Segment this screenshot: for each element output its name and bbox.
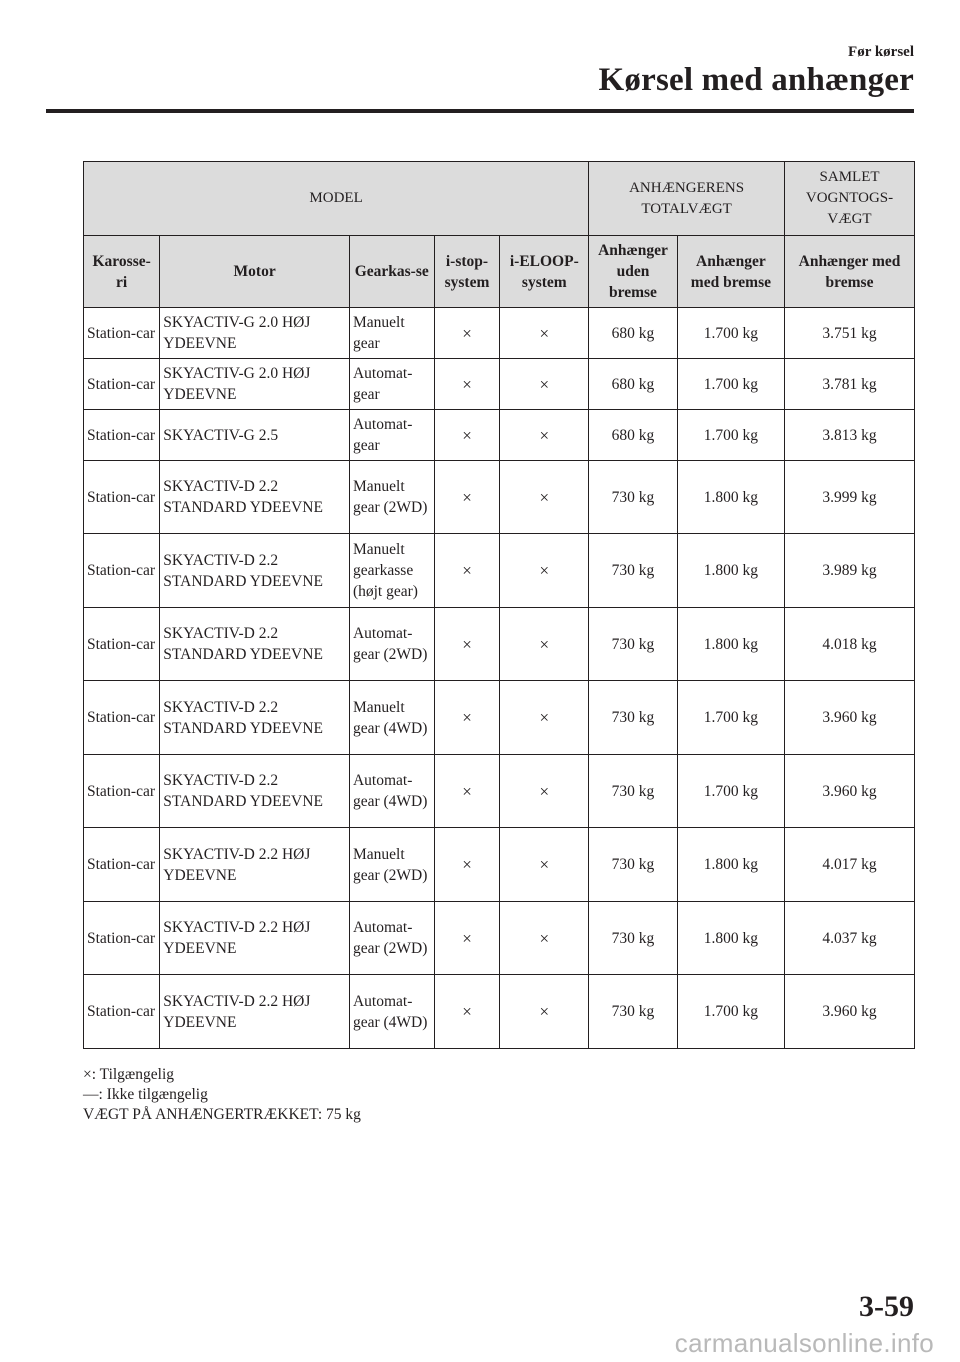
cell-ieloop: ×	[500, 755, 589, 828]
cell-unbraked: 730 kg	[589, 975, 678, 1049]
cell-combined: 3.999 kg	[785, 461, 915, 534]
cell-istop: ×	[434, 681, 500, 755]
cell-body: Station-car	[84, 902, 160, 975]
legend-available: ×: Tilgængelig	[83, 1066, 175, 1083]
col-gearbox: Gearkas-se	[349, 236, 434, 308]
cell-ieloop: ×	[500, 681, 589, 755]
cell-gearbox: Automat-gear (4WD)	[349, 975, 434, 1049]
cell-ieloop: ×	[500, 461, 589, 534]
col-engine: Motor	[160, 236, 350, 308]
cell-istop: ×	[434, 308, 500, 359]
group-header-row	[84, 162, 915, 236]
cell-istop: ×	[434, 902, 500, 975]
cell-ieloop: ×	[500, 359, 589, 410]
cell-gearbox: Automat-gear (2WD)	[349, 608, 434, 681]
page-number: 3-59	[859, 1290, 914, 1323]
cell-engine: SKYACTIV-G 2.0 HØJ YDEEVNE	[160, 308, 350, 359]
legend	[83, 1065, 361, 1125]
cell-istop: ×	[434, 359, 500, 410]
cell-ieloop: ×	[500, 608, 589, 681]
cell-body: Station-car	[84, 534, 160, 608]
combined-weight-header: SAMLET VOGNTOGS-VÆGT	[785, 162, 915, 236]
cell-engine: SKYACTIV-D 2.2 STANDARD YDEEVNE	[160, 755, 350, 828]
cell-body: Station-car	[84, 308, 160, 359]
cell-istop: ×	[434, 534, 500, 608]
cell-body: Station-car	[84, 828, 160, 902]
cell-gearbox: Manuelt gear (4WD)	[349, 681, 434, 755]
cell-ieloop: ×	[500, 902, 589, 975]
cell-gearbox: Manuelt gearkasse (højt gear)	[349, 534, 434, 608]
cell-istop: ×	[434, 975, 500, 1049]
col-braked: Anhænger med bremse	[677, 236, 784, 308]
cell-body: Station-car	[84, 359, 160, 410]
cell-istop: ×	[434, 461, 500, 534]
cell-braked: 1.700 kg	[677, 755, 784, 828]
cell-unbraked: 730 kg	[589, 681, 678, 755]
cell-gearbox: Automat-gear	[349, 359, 434, 410]
cell-gearbox: Automat-gear	[349, 410, 434, 461]
table-row	[84, 461, 915, 534]
cell-combined: 4.017 kg	[785, 828, 915, 902]
cell-combined: 3.960 kg	[785, 681, 915, 755]
table-row	[84, 975, 915, 1049]
cell-combined: 3.813 kg	[785, 410, 915, 461]
cell-body: Station-car	[84, 975, 160, 1049]
cell-combined: 3.960 kg	[785, 975, 915, 1049]
cell-braked: 1.800 kg	[677, 534, 784, 608]
cell-engine: SKYACTIV-D 2.2 HØJ YDEEVNE	[160, 828, 350, 902]
cell-gearbox: Manuelt gear (2WD)	[349, 461, 434, 534]
cell-combined: 4.037 kg	[785, 902, 915, 975]
cell-combined: 3.989 kg	[785, 534, 915, 608]
table-row	[84, 534, 915, 608]
cell-body: Station-car	[84, 410, 160, 461]
col-unbraked: Anhænger uden bremse	[589, 236, 678, 308]
cell-ieloop: ×	[500, 828, 589, 902]
col-ieloop: i-ELOOP-system	[500, 236, 589, 308]
cell-gearbox: Manuelt gear	[349, 308, 434, 359]
cell-unbraked: 680 kg	[589, 308, 678, 359]
cell-gearbox: Automat-gear (2WD)	[349, 902, 434, 975]
cell-engine: SKYACTIV-D 2.2 HØJ YDEEVNE	[160, 975, 350, 1049]
table-row	[84, 681, 915, 755]
cell-istop: ×	[434, 755, 500, 828]
cell-unbraked: 680 kg	[589, 410, 678, 461]
cell-engine: SKYACTIV-G 2.0 HØJ YDEEVNE	[160, 359, 350, 410]
section-label: Før kørsel	[848, 44, 914, 60]
cell-body: Station-car	[84, 755, 160, 828]
column-header-row	[84, 236, 915, 308]
cell-ieloop: ×	[500, 534, 589, 608]
cell-unbraked: 680 kg	[589, 359, 678, 410]
table-row	[84, 828, 915, 902]
cell-combined: 3.781 kg	[785, 359, 915, 410]
cell-istop: ×	[434, 828, 500, 902]
cell-combined: 4.018 kg	[785, 608, 915, 681]
cell-braked: 1.800 kg	[677, 608, 784, 681]
cell-unbraked: 730 kg	[589, 461, 678, 534]
cell-braked: 1.700 kg	[677, 410, 784, 461]
cell-ieloop: ×	[500, 410, 589, 461]
cell-gearbox: Manuelt gear (2WD)	[349, 828, 434, 902]
cell-combined: 3.751 kg	[785, 308, 915, 359]
cell-unbraked: 730 kg	[589, 608, 678, 681]
table-row	[84, 359, 915, 410]
cell-braked: 1.800 kg	[677, 828, 784, 902]
cell-engine: SKYACTIV-D 2.2 STANDARD YDEEVNE	[160, 608, 350, 681]
cell-ieloop: ×	[500, 975, 589, 1049]
cell-body: Station-car	[84, 608, 160, 681]
cell-braked: 1.800 kg	[677, 902, 784, 975]
cell-engine: SKYACTIV-D 2.2 STANDARD YDEEVNE	[160, 681, 350, 755]
cell-gearbox: Automat-gear (4WD)	[349, 755, 434, 828]
watermark: carmanualsonline.info	[674, 1328, 934, 1358]
table-row	[84, 755, 915, 828]
cell-body: Station-car	[84, 681, 160, 755]
col-body: Karosse-ri	[84, 236, 160, 308]
cell-unbraked: 730 kg	[589, 902, 678, 975]
cell-braked: 1.700 kg	[677, 308, 784, 359]
cell-unbraked: 730 kg	[589, 755, 678, 828]
table-row	[84, 308, 915, 359]
page-title: Kørsel med anhænger	[598, 62, 914, 98]
cell-body: Station-car	[84, 461, 160, 534]
col-combined-braked: Anhænger med bremse	[785, 236, 915, 308]
legend-unavailable: —: Ikke tilgængelig	[83, 1086, 208, 1103]
cell-ieloop: ×	[500, 308, 589, 359]
cell-unbraked: 730 kg	[589, 828, 678, 902]
col-istop: i-stop-system	[434, 236, 500, 308]
cell-combined: 3.960 kg	[785, 755, 915, 828]
cell-unbraked: 730 kg	[589, 534, 678, 608]
cell-braked: 1.800 kg	[677, 461, 784, 534]
table-row	[84, 608, 915, 681]
trailer-weight-header: ANHÆNGERENS TOTALVÆGT	[589, 162, 785, 236]
cell-braked: 1.700 kg	[677, 681, 784, 755]
cell-engine: SKYACTIV-D 2.2 STANDARD YDEEVNE	[160, 461, 350, 534]
legend-hitch-weight: VÆGT PÅ ANHÆNGERTRÆKKET: 75 kg	[83, 1106, 361, 1123]
model-header: MODEL	[84, 162, 589, 236]
table-row	[84, 902, 915, 975]
cell-braked: 1.700 kg	[677, 975, 784, 1049]
towing-spec-table	[83, 161, 915, 1049]
table-row	[84, 410, 915, 461]
cell-engine: SKYACTIV-G 2.5	[160, 410, 350, 461]
header-rule	[46, 109, 914, 113]
cell-istop: ×	[434, 608, 500, 681]
cell-engine: SKYACTIV-D 2.2 STANDARD YDEEVNE	[160, 534, 350, 608]
cell-braked: 1.700 kg	[677, 359, 784, 410]
cell-istop: ×	[434, 410, 500, 461]
cell-engine: SKYACTIV-D 2.2 HØJ YDEEVNE	[160, 902, 350, 975]
